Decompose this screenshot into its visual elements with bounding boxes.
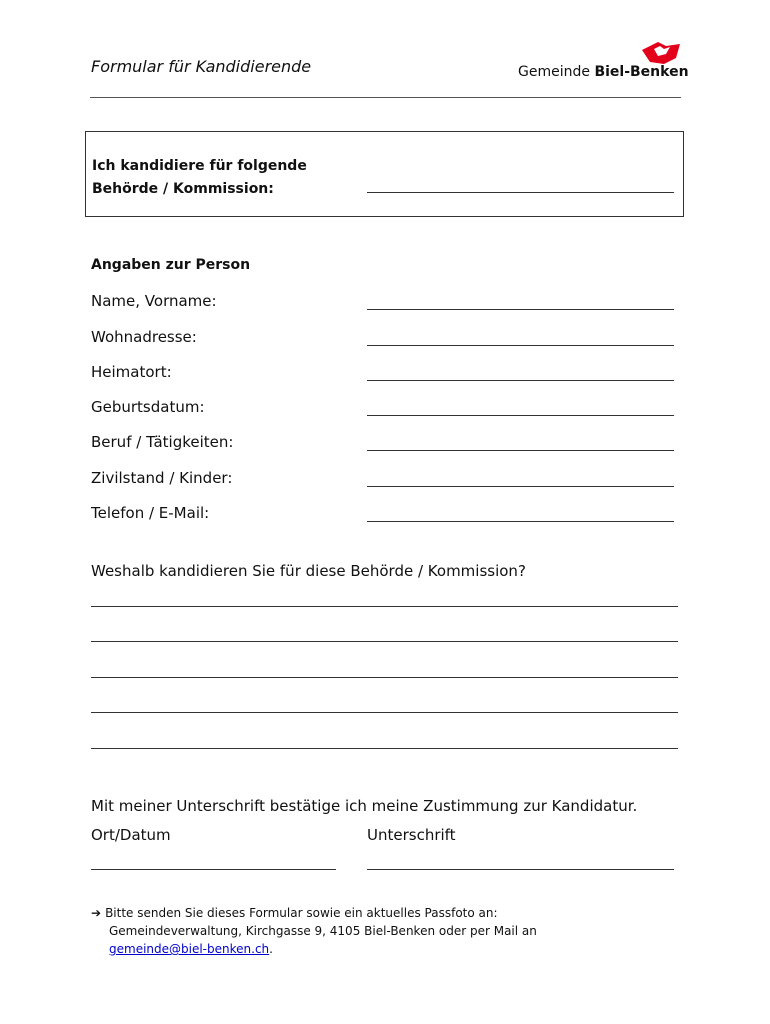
motivation-line[interactable] <box>91 677 678 678</box>
arrow-right-icon: ➔ <box>91 906 102 920</box>
signature-label: Unterschrift <box>367 826 456 844</box>
field-label-address: Wohnadresse: <box>91 328 197 346</box>
email-link[interactable]: gemeinde@biel-benken.ch <box>109 942 270 956</box>
note-line1: Bitte senden Sie dieses Formular sowie ein aktuelles Passfoto an: <box>105 906 498 920</box>
candidacy-label <box>92 155 307 201</box>
motivation-line[interactable] <box>91 748 678 749</box>
place-date-line[interactable] <box>91 869 336 870</box>
field-label-name: Name, Vorname: <box>91 292 217 310</box>
signature-line[interactable] <box>367 869 674 870</box>
field-label-contact: Telefon / E-Mail: <box>91 504 210 522</box>
municipality-logo <box>518 40 689 85</box>
header-divider <box>90 97 681 98</box>
field-label-occupation: Beruf / Tätigkeiten: <box>91 433 234 451</box>
logo-text-bold: Biel-Benken <box>594 64 689 80</box>
field-label-civil-status: Zivilstand / Kinder: <box>91 469 233 487</box>
form-title: Formular für Kandidierende <box>91 57 312 76</box>
field-line-address[interactable] <box>367 345 674 346</box>
logo-text-regular: Gemeinde <box>518 64 595 80</box>
field-line-birthdate[interactable] <box>367 415 674 416</box>
confirmation-text: Mit meiner Unterschrift bestätige ich meine Zustimmung zur Kandidatur. <box>91 797 638 815</box>
note-line3 <box>91 940 561 958</box>
coat-of-arms-icon <box>636 40 684 66</box>
note-suffix: . <box>269 942 273 956</box>
motivation-question: Weshalb kandidieren Sie für diese Behörde / Kommission? <box>91 562 526 580</box>
motivation-line[interactable] <box>91 712 678 713</box>
field-label-hometown: Heimatort: <box>91 363 172 381</box>
candidacy-input-line[interactable] <box>367 192 674 193</box>
person-heading: Angaben zur Person <box>91 257 251 273</box>
field-line-name[interactable] <box>367 309 674 310</box>
field-label-birthdate: Geburtsdatum: <box>91 398 205 416</box>
submission-note <box>91 904 561 958</box>
note-line2: Gemeindeverwaltung, Kirchgasse 9, 4105 Biel-Benken oder per Mail an <box>109 924 537 938</box>
field-line-occupation[interactable] <box>367 450 674 451</box>
logo-text <box>518 64 689 80</box>
candidacy-label-line1: Ich kandidiere für folgende <box>92 158 307 174</box>
field-line-contact[interactable] <box>367 521 674 522</box>
candidacy-label-line2: Behörde / Kommission: <box>92 181 274 197</box>
place-date-label: Ort/Datum <box>91 826 171 844</box>
motivation-line[interactable] <box>91 606 678 607</box>
field-line-civil-status[interactable] <box>367 486 674 487</box>
field-line-hometown[interactable] <box>367 380 674 381</box>
candidacy-box <box>85 131 684 217</box>
motivation-line[interactable] <box>91 641 678 642</box>
